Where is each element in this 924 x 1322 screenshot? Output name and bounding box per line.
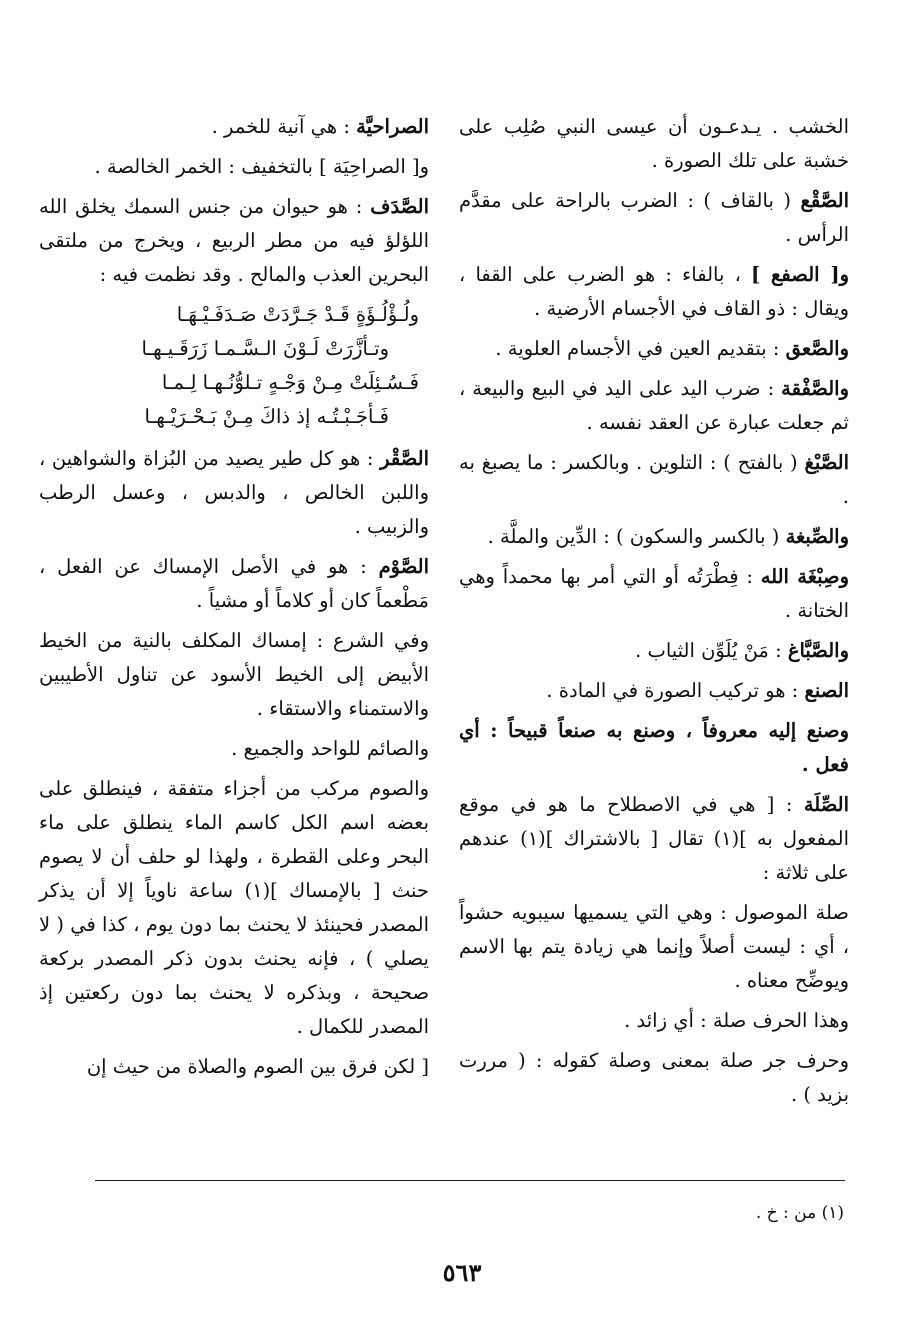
- entry-term: و[ الصفع ]: [751, 263, 849, 286]
- paragraph: [459, 634, 849, 668]
- entry-text: وصنع إليه معروفاً ، وصنع به صنعاً قبيحاً : أي فعل .: [459, 719, 849, 776]
- entry-text: و[ الصراحِيَة ] بالتخفيف : الخمر الخالصة .: [94, 155, 429, 178]
- paragraph: [459, 258, 849, 326]
- paragraph: [39, 624, 429, 726]
- entry-term: الصنع: [804, 679, 849, 702]
- paragraph: [459, 110, 849, 178]
- paragraph: [39, 550, 429, 618]
- paragraph: [39, 190, 429, 292]
- entry-text: : فِطْرَتُه أو التي أمر بها محمداً وهي الختانة .: [459, 565, 849, 622]
- entry-text: : هو حيوان من جنس السمك يخلق الله اللؤلؤ فيه من مطر الربيع ، ويخرج من ملتقى البحرين العذب والمالح . وقد نظمت فيه :: [39, 195, 429, 286]
- entry-term: الصِّلَة: [803, 793, 849, 816]
- entry-term: الصَّدَف: [370, 195, 429, 218]
- entry-term: الصَّبْغ: [804, 451, 849, 474]
- entry-text: : هو تركيب الصورة في المادة .: [546, 679, 805, 702]
- entry-term: الصراحيَّة: [356, 115, 429, 138]
- entry-text: ( بالفتح ) : التلوين . وبالكسر : ما يصبغ به .: [459, 451, 849, 508]
- entry-text: : ضرب اليد على اليد في البيع والبيعة ، ثم جعلت عبارة عن العقد نفسه .: [459, 377, 849, 434]
- entry-text: ( بالقاف ) : الضرب بالراحة على مقدَّم الرأس .: [459, 189, 849, 246]
- paragraph: [39, 732, 429, 766]
- paragraph: [459, 184, 849, 252]
- paragraph: [459, 1044, 849, 1112]
- entry-term: والصَّفْقة: [781, 377, 849, 400]
- poem-verse: فَـسُـئِلَتْ مِـنْ وَجْـهٍ تـلوُّنُـهـا لِـمـا: [161, 371, 419, 394]
- paragraph: [39, 1050, 429, 1084]
- entry-text: وفي الشرع : إمساك المكلف بالنية من الخيط الأبيض إلى الخيط الأسود عن تناول الأطيبين والاستمناء والاستقاء .: [39, 629, 429, 720]
- entry-term: والصَّعق: [785, 337, 849, 360]
- paragraph: [459, 714, 849, 782]
- entry-text: والصوم مركب من أجزاء متفقة ، فينطلق على بعضه اسم الكل كاسم الماء ينطلق على ماء البحر وعلى القطرة ، ولهذا لو حلف أن لا يصوم حنث [ بالإمساك ](١) ساعة ناوياً إلا أن يذكر المصدر فحينئذ لا يحنث بما دون يوم ، كذا في ( لا يصلي ) ، فإنه يحنث بدون ذكر المصدر بركعة صحيحة ، وبذكره لا يحنث بما دون ركعتين إذ المصدر للكمال .: [39, 777, 429, 1038]
- entry-text: [ لكن فرق بين الصوم والصلاة من حيث إن: [86, 1055, 429, 1078]
- footnote: (١) من : خ .: [755, 1203, 844, 1223]
- entry-term: الصَّوْم: [378, 555, 429, 578]
- paragraph: [459, 788, 849, 890]
- page-number: ٥٦٣: [442, 1258, 482, 1287]
- entry-term: الصَّقْع: [800, 189, 849, 212]
- footnote-divider: [95, 1180, 845, 1181]
- paragraph: [459, 896, 849, 998]
- entry-text: وهذا الحرف صلة : أي زائد .: [624, 1009, 849, 1032]
- poem-verse: فَـأجَـبْـتُـه إذ ذاكَ مِـنْ بَـحْـرَيْـهـا: [144, 405, 389, 428]
- paragraph: [459, 560, 849, 628]
- entry-text: : هو كل طير يصيد من البُزاة والشواهين ، واللبن الخالص ، والدبس ، وعسل الرطب والزبيب .: [39, 447, 429, 538]
- paragraph: [459, 372, 849, 440]
- entry-text: : هي آنية للخمر .: [211, 115, 357, 138]
- paragraph: [459, 1004, 849, 1038]
- left-column: [39, 110, 429, 1090]
- entry-text: صلة الموصول : وهي التي يسميها سيبويه حشواً ، أي : ليست أصلاً وإنما هي زيادة يتم بها الاسم ويوضِّح معناه .: [459, 901, 849, 992]
- entry-text: : [ هي في الاصطلاح ما هو في موقع المفعول به ](١) تقال [ بالاشتراك ](١) عندهم على ثلاثة :: [459, 793, 850, 884]
- entry-text: الخشب . يـدعـون أن عيسى النبي صُلِب على خشبة على تلك الصورة .: [459, 115, 849, 172]
- entry-text: والصائم للواحد والجميع .: [231, 737, 429, 760]
- right-column: [459, 110, 849, 1118]
- paragraph: [459, 332, 849, 366]
- paragraph: [459, 520, 849, 554]
- entry-text: ، بالفاء : هو الضرب على القفا ، ويقال : ذو القاف في الأجسام الأرضية .: [459, 263, 849, 320]
- paragraph: [39, 110, 429, 144]
- paragraph: [39, 442, 429, 544]
- paragraph: [39, 772, 429, 1044]
- paragraph: [39, 150, 429, 184]
- entry-text: : مَنْ يُلَوِّن الثياب .: [635, 639, 788, 662]
- entry-term: وصِبْغَة الله: [760, 565, 850, 588]
- entry-term: والصِّبغة: [785, 525, 849, 548]
- entry-term: الصَّقْر: [380, 447, 429, 470]
- entry-text: : بتقديم العين في الأجسام العلوية .: [495, 337, 786, 360]
- paragraph: [459, 674, 849, 708]
- entry-text: ( بالكسر والسكون ) : الدِّين والملَّة .: [487, 525, 786, 548]
- poem-verse: وتـأزَّرَتْ لَـوْنَ الـسَّـمـا زَرَقَـيـهـا: [141, 337, 389, 360]
- entry-term: والصَّبَّاغ: [787, 639, 849, 662]
- entry-text: : هو في الأصل الإمساك عن الفعل ، مَطْعماً كان أو كلاماً أو مشياً .: [39, 555, 429, 612]
- paragraph: [459, 446, 849, 514]
- poem-verse: ولُـؤْلُـؤَةٍ قَـدْ جَـرَّدَتْ صَـدَفَـيْـهَـا: [176, 303, 419, 326]
- entry-text: وحرف جر صلة بمعنى وصلة كقوله : ( مررت بزيد ) .: [459, 1049, 849, 1106]
